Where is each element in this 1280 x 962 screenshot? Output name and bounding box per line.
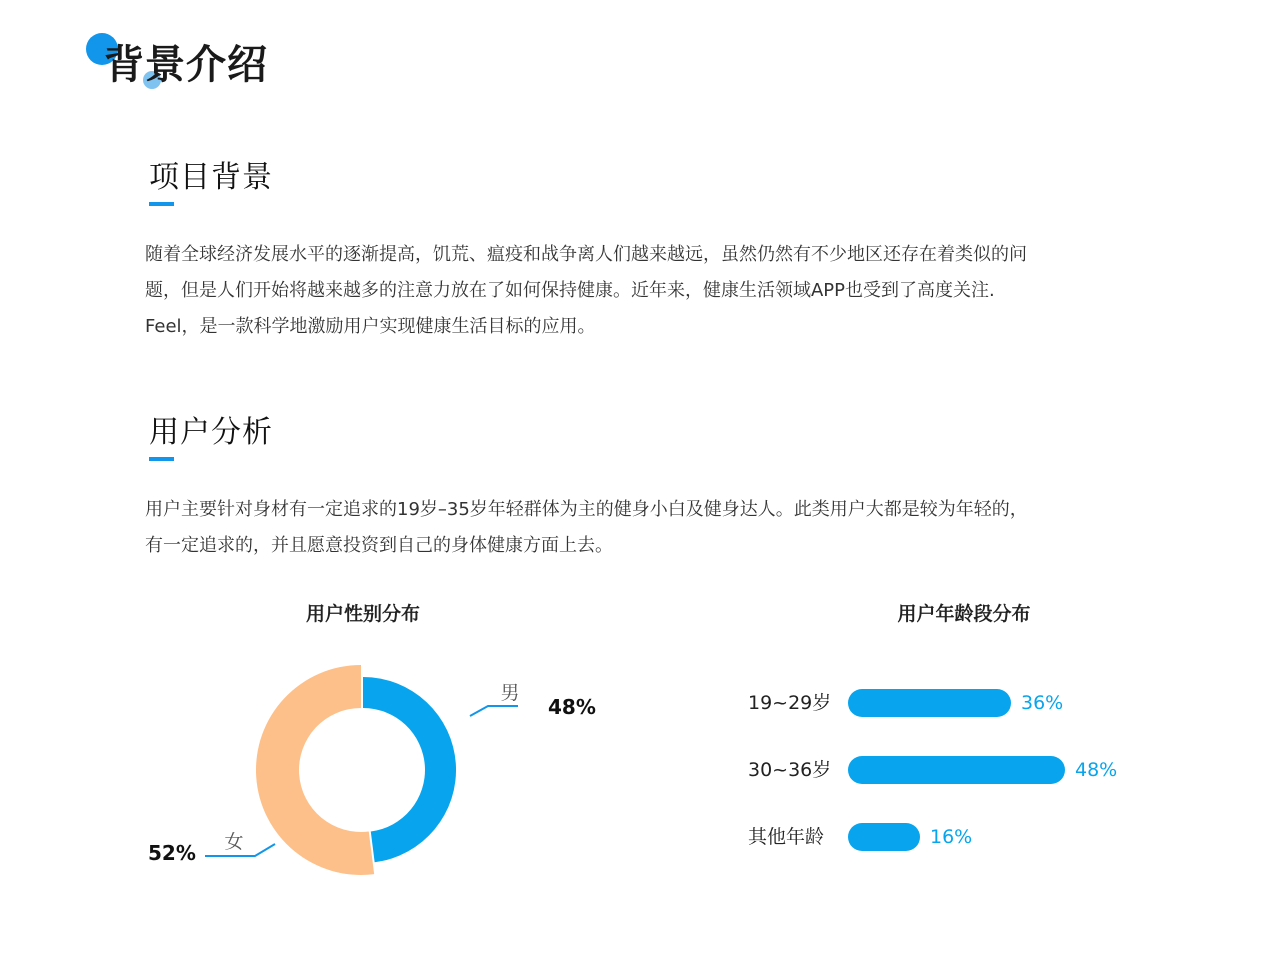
slice-value-female: 52% bbox=[148, 841, 196, 865]
bar-category-label: 30~36岁 bbox=[748, 759, 832, 781]
page-title: 背景介绍 bbox=[104, 42, 268, 88]
donut-slice-female bbox=[256, 665, 374, 875]
section-title-project-background: 项目背景 bbox=[149, 160, 273, 195]
paragraph-line: 用户主要针对身材有一定追求的19岁–35岁年轻群体为主的健身小白及健身达人。此类用户大都是较为年轻的， bbox=[145, 499, 1028, 520]
slice-label-female: 女 bbox=[224, 831, 244, 853]
bar-category-label: 其他年龄 bbox=[748, 826, 825, 848]
section-underline-user-analysis bbox=[149, 457, 174, 461]
gender-chart-title: 用户性别分布 bbox=[305, 603, 420, 625]
gender-donut-chart bbox=[140, 650, 620, 890]
paragraph-line: 有一定追求的，并且愿意投资到自己的身体健康方面上去。 bbox=[145, 535, 613, 556]
project-background-paragraph bbox=[145, 237, 1155, 345]
user-analysis-paragraph bbox=[145, 492, 1155, 564]
age-bar-19-29 bbox=[848, 689, 1011, 717]
leader-line-male bbox=[470, 706, 518, 716]
bar-value-label: 16% bbox=[930, 826, 973, 848]
bar-value-label: 36% bbox=[1021, 692, 1064, 714]
section-title-user-analysis: 用户分析 bbox=[149, 415, 273, 450]
paragraph-line: 题，但是人们开始将越来越多的注意力放在了如何保持健康。近年来，健康生活领域APP也受到了高度关注. bbox=[145, 280, 995, 301]
bar-category-label: 19~29岁 bbox=[748, 692, 832, 714]
age-bar-other bbox=[848, 823, 920, 851]
age-chart-title: 用户年龄段分布 bbox=[897, 603, 1031, 625]
age-bar-30-36 bbox=[848, 756, 1065, 784]
slice-label-male: 男 bbox=[500, 682, 520, 704]
donut-slice-male bbox=[363, 677, 456, 862]
section-underline-project-background bbox=[149, 202, 174, 206]
paragraph-line: Feel，是一款科学地激励用户实现健康生活目标的应用。 bbox=[145, 316, 596, 337]
paragraph-line: 随着全球经济发展水平的逐渐提高，饥荒、瘟疫和战争离人们越来越远，虽然仍然有不少地区还存在着类似的问 bbox=[145, 244, 1027, 265]
bar-value-label: 48% bbox=[1075, 759, 1118, 781]
slice-value-male: 48% bbox=[548, 695, 596, 719]
